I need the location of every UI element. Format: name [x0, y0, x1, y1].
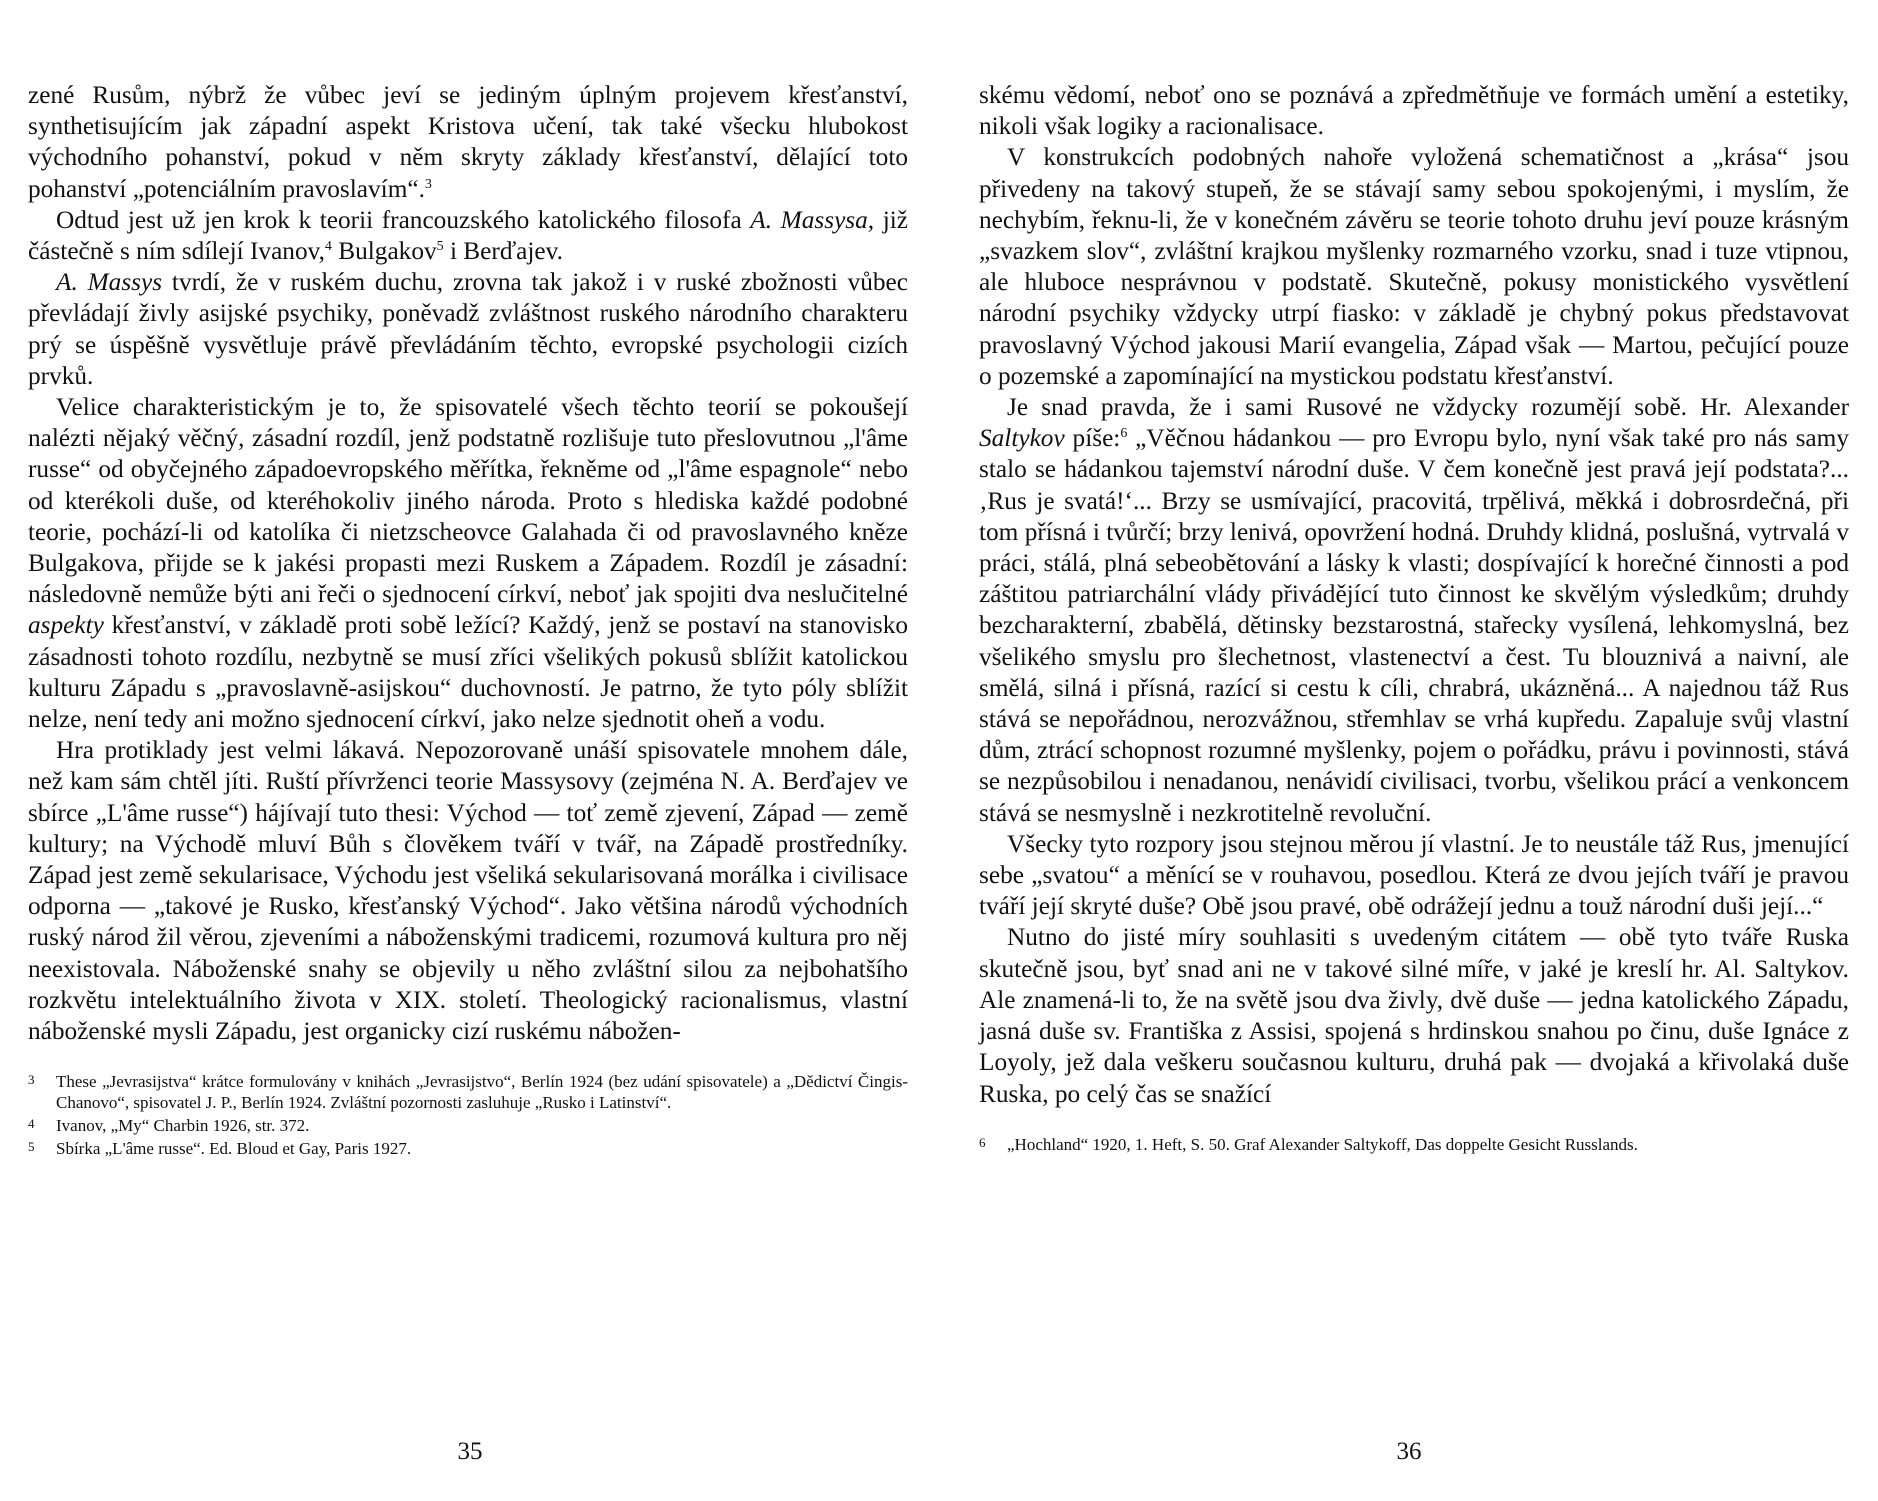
footnote-number: 3: [28, 1072, 35, 1088]
paragraph-text: Velice charakteristickým je to, že spisovatelé všech těchto teorií se pokoušejí nalézti nějaký věčný, zásadní rozdíl, jenž podstatně rozlišuje tuto přeslovutnou „l'âme russe“ od obyčejného západoevropského měřítka, řekněme od „l'âme espagnole“ nebo od kterékoli duše, od kteréhokoliv jiného národa. Proto s hlediska každé podobné teorie, pochází-li od katolíka či nietzscheovce Galahada či od pravoslavného kněze Bulgakova, přijde se k jakési propasti mezi Ruskem a Západem. Rozdíl je zásadní: následovně nemůže býti ani řeči o sjednocení církví, neboť jak spojiti dva neslučitelné: [28, 393, 908, 609]
footnote-ref: 3: [424, 176, 432, 192]
right-paragraph: [979, 80, 1849, 142]
footnote-text: Sbírka „L'âme russe“. Ed. Bloud et Gay, Paris 1927.: [56, 1139, 412, 1159]
paragraph-text: „Věčnou hádankou — pro Evropu bylo, nyní však také pro nás samy stalo se hádankou tajemství národní duše. V čem konečně jest pravá její podstata?... ‚Rus je svatá!‘... Brzy se usmívající, pracovitá, trpělivá, měkká i dobrosrdečná, při tom přísná i tvůrčí; brzy lenivá, opovržení hodná. Druhdy klidná, poslušná, vytrvalá v práci, stálá, plná sebeobětování a lásky k vlasti; dospívající k horečné činnosti a pod záštitou patriarchální vlády přivádějící tuto činnost ke skvělým výsledkům; druhdy bezcharakterní, zbabělá, dětinsky bezstarostná, stařecky vysílená, lehkomyslná, bez všelikého smyslu pro šlechetnost, vlastenectví a čest. Tu blouznivá a naivní, ale smělá, silná i přísná, razící si cestu k cíli, chrabrá, ukázněná... A najednou táž Rus stává se nepořádnou, nerozvážnou, střemhlav se vrhá kupředu. Zapaluje svůj vlastní dům, ztrácí schopnost rozumné myšlenky, pojem o pořádku, právu i povinnosti, stává se nezpůsobilou i nenadanou, nenávidí civilisaci, tvorbu, všelikou prácí a venkoncem stává se nesmyslně i nezkrotitelně revoluční.: [979, 424, 1849, 827]
right-paragraph: [979, 922, 1849, 1109]
footnote-ref: 4: [324, 239, 332, 255]
paragraph-text: Odtud jest už jen krok k teorii francouzského katolického filosofa: [56, 205, 751, 234]
paragraph-text: i Berďajev.: [443, 237, 563, 266]
right-page-footnotes: [979, 1132, 1849, 1155]
footnote-number: 6: [979, 1134, 986, 1150]
footnote-number: 4: [28, 1116, 35, 1132]
left-paragraph: [28, 392, 908, 735]
right-page-column: [979, 80, 1849, 1155]
paragraph-text: křesťanství, v základě proti sobě ležící? Každý, jenž se postaví na stanovisko zásadnosti tohoto rozdílu, nezbytně se musí zříci všelikých pokusů sblížit katolickou kulturu Západu s „pravoslavně-asijskou“ duchovností. Je patrno, že tyto póly sblížit nelze, není tedy ani možno sjednocení církví, jako nelze sjednotit oheň a vodu.: [28, 611, 908, 734]
paragraph-text: již částečně s ním sdílejí Ivanov,: [28, 205, 909, 266]
right-page-body: [979, 80, 1849, 1110]
emphasis-text: A. Massys: [56, 268, 163, 297]
left-page-body: [28, 80, 908, 1047]
left-paragraph: [28, 80, 908, 205]
right-paragraph: [979, 142, 1849, 392]
left-paragraph: [28, 735, 908, 1047]
paragraph-text: Je snad pravda, že i sami Rusové ne vždycky rozumějí sobě. Hr. Alexander: [1007, 393, 1849, 422]
footnote-ref: 5: [436, 239, 444, 255]
page-number-right: 36: [1396, 1438, 1422, 1465]
footnote: [28, 1113, 908, 1136]
left-paragraph: [28, 205, 908, 267]
paragraph-text: píše:: [1064, 424, 1121, 453]
paragraph-text: Bulgakov: [331, 237, 437, 266]
emphasis-text: A. Massysa,: [750, 205, 875, 234]
right-paragraph: [979, 829, 1849, 923]
right-paragraph: [979, 392, 1849, 829]
emphasis-text: Saltykov: [979, 424, 1065, 453]
left-page-column: [28, 80, 908, 1159]
footnote-text: These „Jevrasijstva“ krátce formulovány v knihách „Jevrasijstvo“, Berlín 1924 (bez udání spisovatele) a „Dědictví Čingis-Chanovo“, spisovatel J. P., Berlín 1924. Zvláštní pozornosti zasluhuje „Rusko i Latinství“.: [56, 1072, 908, 1113]
emphasis-text: aspekty: [28, 611, 104, 640]
paragraph-text: tvrdí, že v ruském duchu, zrovna tak jakož i v ruské zbožnosti vůbec převládají živly asijské psychiky, poněvadž zvláštnost ruského národního charakteru prý se úspěšně vysvětluje právě převládáním těchto, evropské psychologii cizích prvků.: [28, 268, 908, 390]
left-page-footnotes: [28, 1069, 908, 1159]
footnote-text: Ivanov, „My“ Charbin 1926, str. 372.: [56, 1116, 310, 1136]
paragraph-text: V konstrukcích podobných nahoře vyložená schematičnost a „krása“ jsou přivedeny na takový stupeň, že se stávají samy sebou spokojenými, i myslím, že nechybím, řeknu-li, že v konečném závěru se teorie tohoto druhu jeví pouze krásným „svazkem slov“, zvláštní krajkou myšlenky rozmarného vzorku, snad i tuze vtipnou, ale hluboce nesprávnou v podstatě. Skutečně, pokusy monistického vysvětlení národní psychiky vždycky utrpí fiasko: v základě je chybný pokus představovat pravoslavný Východ jakousi Marií evangelia, Západ však — Martou, pečující pouze o pozemské a zapomínající na mystickou podstatu křesťanství.: [979, 143, 1849, 390]
paragraph-text: Nutno do jisté míry souhlasiti s uvedeným citátem — obě tyto tváře Ruska skutečně jsou, byť snad ani ne v takové silné míře, v jaké je kreslí hr. Al. Saltykov. Ale znamená-li to, že na světě jsou dva živly, dvě duše — jedna katolického Západu, jasná duše sv. Františka z Assisi, spojená s hrdinskou snahou po činu, duše Ignáce z Loyoly, jež dala veškeru současnou kulturu, druhá pak — dvojaká a křivolaká duše Ruska, po celý čas se snažící: [979, 923, 1849, 1108]
footnote: [28, 1136, 908, 1159]
footnote-number: 5: [28, 1139, 35, 1155]
paragraph-text: zené Rusům, nýbrž že vůbec jeví se jediným úplným projevem křesťanství, synthetisujícím jak západní aspekt Kristova učení, tak také všecku hlubokost východního pohanství, pokud v něm skryty základy křesťanství, dělající toto pohanství „potenciálním pravoslavím“.: [28, 81, 908, 203]
page-number-left: 35: [457, 1438, 483, 1465]
left-paragraph: [28, 267, 908, 392]
paragraph-text: Hra protiklady jest velmi lákavá. Nepozorovaně unáší spisovatele mnohem dále, než kam sám chtěl jíti. Ruští přívrženci teorie Massysovy (zejména N. A. Berďajev ve sbírce „L'âme russe“) hájívají tuto thesi: Východ — toť země zjevení, Západ — země kultury; na Východě mluví Bůh s člověkem tváří v tvář, na Západě prostředníky. Západ jest země sekularisace, Východu jest všeliká sekularisovaná morálka i civilisace odporna — „takové je Rusko, křesťanský Východ“. Jako většina národů východních ruský národ žil věrou, zjeveními a náboženskými tradicemi, rozumová kultura pro něj neexistovala. Náboženské snahy se objevily u něho zvláštní silou za nejbohatšího rozkvětu intelektuálního života v XIX. století. Theologický racionalismus, vlastní náboženské mysli Západu, jest organicky cizí ruskému nábožen-: [28, 736, 908, 1046]
paragraph-text: skému vědomí, neboť ono se poznává a zpředmětňuje ve formách umění a estetiky, nikoli však logiky a racionalisace.: [979, 81, 1849, 141]
footnote: [28, 1069, 908, 1113]
footnote-ref: 6: [1120, 426, 1128, 442]
footnote: [979, 1132, 1849, 1155]
paragraph-text: Všecky tyto rozpory jsou stejnou měrou jí vlastní. Je to neustále táž Rus, jmenující sebe „svatou“ a měnící se v rouhavou, posedlou. Která ze dvou jejích tváří je pravou tváří její skryté duše? Obě jsou pravé, obě odrážejí jednu a touž národní duši její...“: [979, 829, 1849, 921]
right-page: [939, 0, 1878, 1501]
footnote-text: „Hochland“ 1920, 1. Heft, S. 50. Graf Alexander Saltykoff, Das doppelte Gesicht Russlands.: [1007, 1134, 1638, 1154]
